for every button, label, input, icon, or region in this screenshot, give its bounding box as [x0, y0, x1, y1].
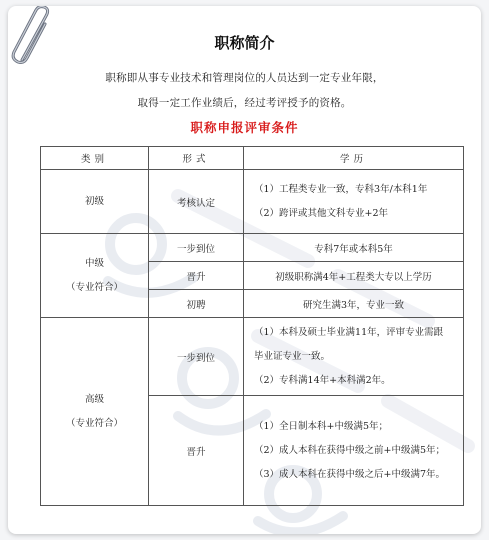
table-row-senior-1 [41, 318, 464, 396]
form-promotion: 晋升 [149, 262, 244, 290]
education-line: （1）全日制本科+中级满5年； [254, 420, 389, 432]
education-senior-direct [244, 318, 464, 396]
form-direct: 一步到位 [149, 234, 244, 262]
paperclip-icon [8, 6, 60, 68]
category-intermediate [41, 234, 149, 318]
form-direct: 一步到位 [149, 318, 244, 396]
education-line: （1）本科及硕士毕业满11年，评审专业需跟 [254, 326, 444, 338]
category-label: 高级 [84, 393, 104, 405]
education-cell: 专科7年或本科5年 [244, 234, 464, 262]
header-form: 形式 [149, 147, 244, 170]
category-note: （专业符合） [65, 281, 123, 293]
header-category: 类别 [41, 147, 149, 170]
document-title: 职称简介 [214, 34, 275, 52]
header-education: 学历 [244, 147, 464, 170]
form-assessment: 考核认定 [149, 170, 244, 234]
category-junior: 初级 [41, 170, 149, 234]
intro-line-1: 职称即从事专业技术和管理岗位的人员达到一定专业年限， [105, 72, 384, 84]
table-row-intermediate-1 [41, 234, 464, 262]
education-line: 毕业证专业一致。 [254, 350, 331, 362]
document-card [8, 6, 481, 534]
category-senior [41, 318, 149, 506]
category-note: （专业符合） [65, 417, 123, 429]
education-line: （2）成人本科在获得中级之前+中级满5年； [254, 444, 446, 456]
table-row-junior [41, 170, 464, 234]
education-senior-promotion [244, 396, 464, 506]
form-promotion: 晋升 [149, 396, 244, 506]
table-header-row [41, 147, 464, 170]
category-label: 中级 [84, 257, 104, 269]
education-line: （2）专科满14年+本科满2年。 [254, 374, 391, 386]
requirements-subtitle: 职称申报评审条件 [190, 120, 299, 135]
education-line: （1）工程类专业一致，专科3年/本科1年 [254, 183, 428, 195]
form-initial-hire: 初聘 [149, 290, 244, 318]
intro-line-2: 取得一定工作业绩后，经过考评授予的资格。 [137, 97, 352, 109]
requirements-table [40, 146, 464, 506]
education-junior [244, 170, 464, 234]
education-cell: 研究生满3年，专业一致 [244, 290, 464, 318]
education-cell: 初级职称满4年+工程类大专以上学历 [244, 262, 464, 290]
education-line: （3）成人本科在获得中级之后+中级满7年。 [254, 468, 446, 480]
education-line: （2）跨评或其他文科专业+2年 [254, 207, 389, 219]
